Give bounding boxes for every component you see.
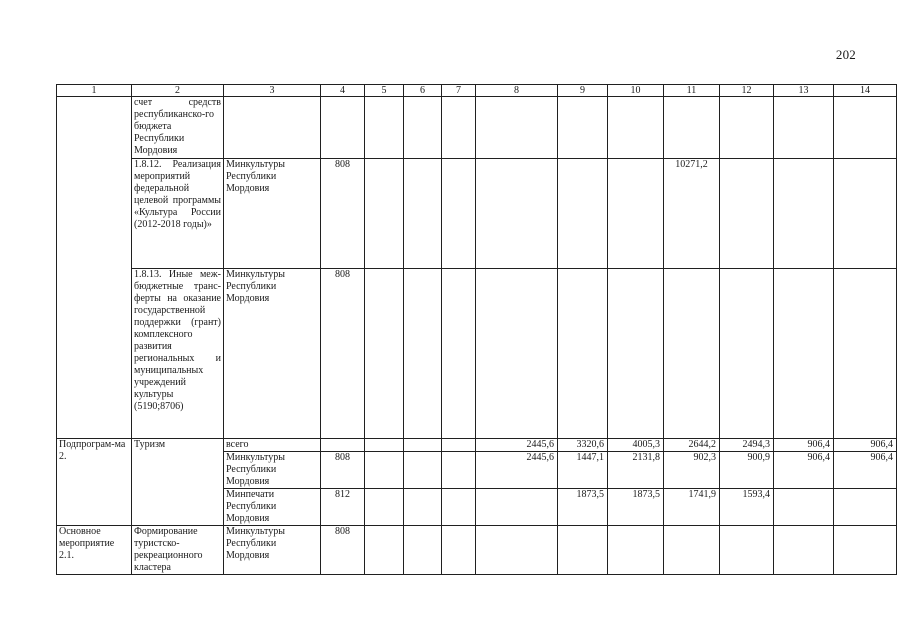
table-cell: [558, 159, 608, 269]
table-cell: 1593,4: [720, 489, 774, 526]
table-row: [57, 439, 897, 452]
table-cell: [404, 489, 442, 526]
table-cell: [608, 269, 664, 439]
table-cell: 2131,8: [608, 452, 664, 489]
table-cell: [365, 439, 404, 452]
table-cell: [442, 439, 476, 452]
column-header: 4: [321, 85, 365, 97]
table-cell: 2644,2: [664, 439, 720, 452]
table-cell: 906,4: [834, 452, 897, 489]
table-cell: Формирование туристско-рекреационного кластера: [132, 526, 224, 575]
table-cell: [365, 452, 404, 489]
table-cell: 1.8.13. Иные меж-бюджетные транс-ферты на оказание государственной поддержки (грант) комплексного развития региональных и муниципальных учреждений культуры (5190;8706): [132, 269, 224, 439]
table-cell: [365, 526, 404, 575]
table-cell: 1447,1: [558, 452, 608, 489]
table-cell: 10271,2: [664, 159, 720, 269]
table-cell: [404, 526, 442, 575]
table-cell: Минкультуры Республики Мордовия: [224, 269, 321, 439]
table-cell: [365, 269, 404, 439]
table-header-row: [57, 85, 897, 97]
table-row: [57, 269, 897, 439]
table-cell: [558, 526, 608, 575]
table-cell: [442, 269, 476, 439]
table-cell: [442, 97, 476, 159]
table-cell: [365, 159, 404, 269]
table-cell: Минпечати Республики Мордовия: [224, 489, 321, 526]
table-cell: [404, 97, 442, 159]
table-cell: [224, 97, 321, 159]
table-row: [57, 97, 897, 159]
table-cell: Основное мероприятие 2.1.: [57, 526, 132, 575]
table-cell: [720, 526, 774, 575]
table-cell: [774, 489, 834, 526]
table-cell: 1873,5: [608, 489, 664, 526]
table-cell: [664, 526, 720, 575]
table-cell: 3320,6: [558, 439, 608, 452]
table-cell: [404, 269, 442, 439]
table-cell: 812: [321, 489, 365, 526]
table-cell: [774, 269, 834, 439]
table-cell: [664, 97, 720, 159]
column-header: 5: [365, 85, 404, 97]
table-cell: [404, 159, 442, 269]
table-cell: [442, 452, 476, 489]
table-cell: 4005,3: [608, 439, 664, 452]
table-cell: [365, 97, 404, 159]
table-cell: [834, 269, 897, 439]
table-cell: [834, 489, 897, 526]
table-cell: [834, 159, 897, 269]
table-cell: Минкультуры Республики Мордовия: [224, 159, 321, 269]
table-cell: [404, 452, 442, 489]
table-cell: 906,4: [834, 439, 897, 452]
table-cell: [720, 269, 774, 439]
table-cell: [834, 526, 897, 575]
table-cell: [720, 97, 774, 159]
table-cell: [774, 159, 834, 269]
column-header: 9: [558, 85, 608, 97]
table-cell: [558, 97, 608, 159]
table-cell: [834, 97, 897, 159]
table-cell: 808: [321, 452, 365, 489]
column-header: 6: [404, 85, 442, 97]
table-cell: 2494,3: [720, 439, 774, 452]
table-cell: 808: [321, 159, 365, 269]
table-cell: [365, 489, 404, 526]
table-cell: [442, 159, 476, 269]
table-cell: [476, 97, 558, 159]
table-cell: [476, 159, 558, 269]
table-row: [57, 159, 897, 269]
table-cell: [442, 489, 476, 526]
table-cell: [774, 97, 834, 159]
table-cell: [404, 439, 442, 452]
table-cell: [720, 159, 774, 269]
column-header: 3: [224, 85, 321, 97]
column-header: 8: [476, 85, 558, 97]
table-cell: 906,4: [774, 439, 834, 452]
table-cell: 900,9: [720, 452, 774, 489]
table-cell: [558, 269, 608, 439]
table-cell: [476, 489, 558, 526]
table-cell: Туризм: [132, 439, 224, 526]
column-header: 10: [608, 85, 664, 97]
table-cell: 1741,9: [664, 489, 720, 526]
table-cell: всего: [224, 439, 321, 452]
table-cell: [57, 97, 132, 439]
column-header: 2: [132, 85, 224, 97]
page-number: 202: [835, 47, 856, 62]
table-cell: 808: [321, 526, 365, 575]
column-header: 12: [720, 85, 774, 97]
table-cell: [608, 159, 664, 269]
column-header: 13: [774, 85, 834, 97]
table-cell: [774, 526, 834, 575]
table-cell: [476, 526, 558, 575]
column-header: 1: [57, 85, 132, 97]
table-cell: [608, 526, 664, 575]
table-row: [57, 526, 897, 575]
table-cell: Подпрограм-ма 2.: [57, 439, 132, 526]
table-cell: 808: [321, 269, 365, 439]
table-cell: счет средств республиканско-го бюджета Республики Мордовия: [132, 97, 224, 159]
column-header: 11: [664, 85, 720, 97]
budget-table: [56, 84, 897, 575]
table-cell: 2445,6: [476, 439, 558, 452]
table-cell: [608, 97, 664, 159]
table-cell: 906,4: [774, 452, 834, 489]
table-cell: Минкультуры Республики Мордовия: [224, 452, 321, 489]
table-cell: 1.8.12. Реализация мероприятий федеральной целевой программы «Культура России (2012-2018 годы)»: [132, 159, 224, 269]
table-cell: 1873,5: [558, 489, 608, 526]
table-cell: [664, 269, 720, 439]
column-header: 7: [442, 85, 476, 97]
column-header: 14: [834, 85, 897, 97]
table-cell: [476, 269, 558, 439]
table-cell: [442, 526, 476, 575]
table-cell: Минкультуры Республики Мордовия: [224, 526, 321, 575]
table-cell: [321, 439, 365, 452]
table-cell: 902,3: [664, 452, 720, 489]
table-cell: 2445,6: [476, 452, 558, 489]
table-cell: [321, 97, 365, 159]
